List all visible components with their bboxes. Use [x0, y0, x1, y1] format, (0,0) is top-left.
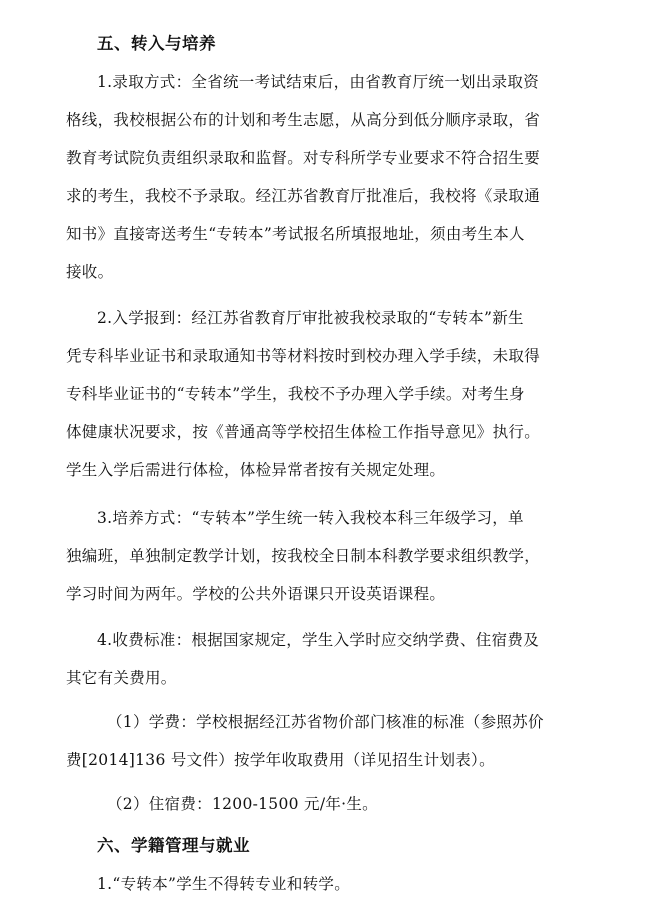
section-5-para-1-line-4: 求的考生，我校不予录取。经江苏省教育厅批准后，我校将《录取通 — [66, 187, 541, 205]
section-5-para-1-line-1: 1.录取方式：全省统一考试结束后，由省教育厅统一划出录取资 — [97, 73, 539, 91]
section-5-para-1-line-3: 教育考试院负责组织录取和监督。对专科所学专业要求不符合招生要 — [66, 149, 541, 167]
section-5-para-3-line-2: 独编班，单独制定教学计划，按我校全日制本科教学要求组织教学， — [66, 547, 541, 565]
section-5-para-1-line-2: 格线，我校根据公布的计划和考生志愿，从高分到低分顺序录取，省 — [66, 111, 541, 129]
section-5-para-2-line-3: 专科毕业证书的“专转本”学生，我校不予办理入学手续。对考生身 — [66, 385, 525, 403]
section-5-para-5-line-1: （1）学费：学校根据经江苏省物价部门核准的标准（参照苏价 — [107, 713, 544, 731]
section-5-para-4-line-2: 其它有关费用。 — [66, 669, 177, 687]
section-5-para-3-line-1: 3.培养方式：“专转本”学生统一转入我校本科三年级学习，单 — [97, 509, 524, 527]
section-5-para-5-line-2: 费[2014]136 号文件）按学年收取费用（详见招生计划表）。 — [66, 751, 495, 769]
section-5-para-6-line-1: （2）住宿费：1200-1500 元/年·生。 — [107, 795, 378, 813]
section-5-para-2-line-4: 体健康状况要求，按《普通高等学校招生体检工作指导意见》执行。 — [66, 423, 541, 441]
section-5-para-3-line-3: 学习时间为两年。学校的公共外语课只开设英语课程。 — [66, 585, 446, 603]
section-5-para-2-line-2: 凭专科毕业证书和录取通知书等材料按时到校办理入学手续，未取得 — [66, 347, 541, 365]
section-6-heading: 六、学籍管理与就业 — [97, 836, 250, 855]
section-5-para-4-line-1: 4.收费标准：根据国家规定，学生入学时应交纳学费、住宿费及 — [97, 631, 539, 649]
section-5-para-1-line-5: 知书》直接寄送考生“专转本”考试报名所填报地址，须由考生本人 — [66, 225, 525, 243]
section-5-para-1-line-6: 接收。 — [66, 263, 114, 281]
section-5-para-2-line-1: 2.入学报到：经江苏省教育厅审批被我校录取的“专转本”新生 — [97, 309, 524, 327]
section-5-heading: 五、转入与培养 — [97, 34, 216, 53]
section-5-para-2-line-5: 学生入学后需进行体检，体检异常者按有关规定处理。 — [66, 461, 446, 479]
section-6-para-1-line-1: 1.“专转本”学生不得转专业和转学。 — [97, 875, 351, 893]
